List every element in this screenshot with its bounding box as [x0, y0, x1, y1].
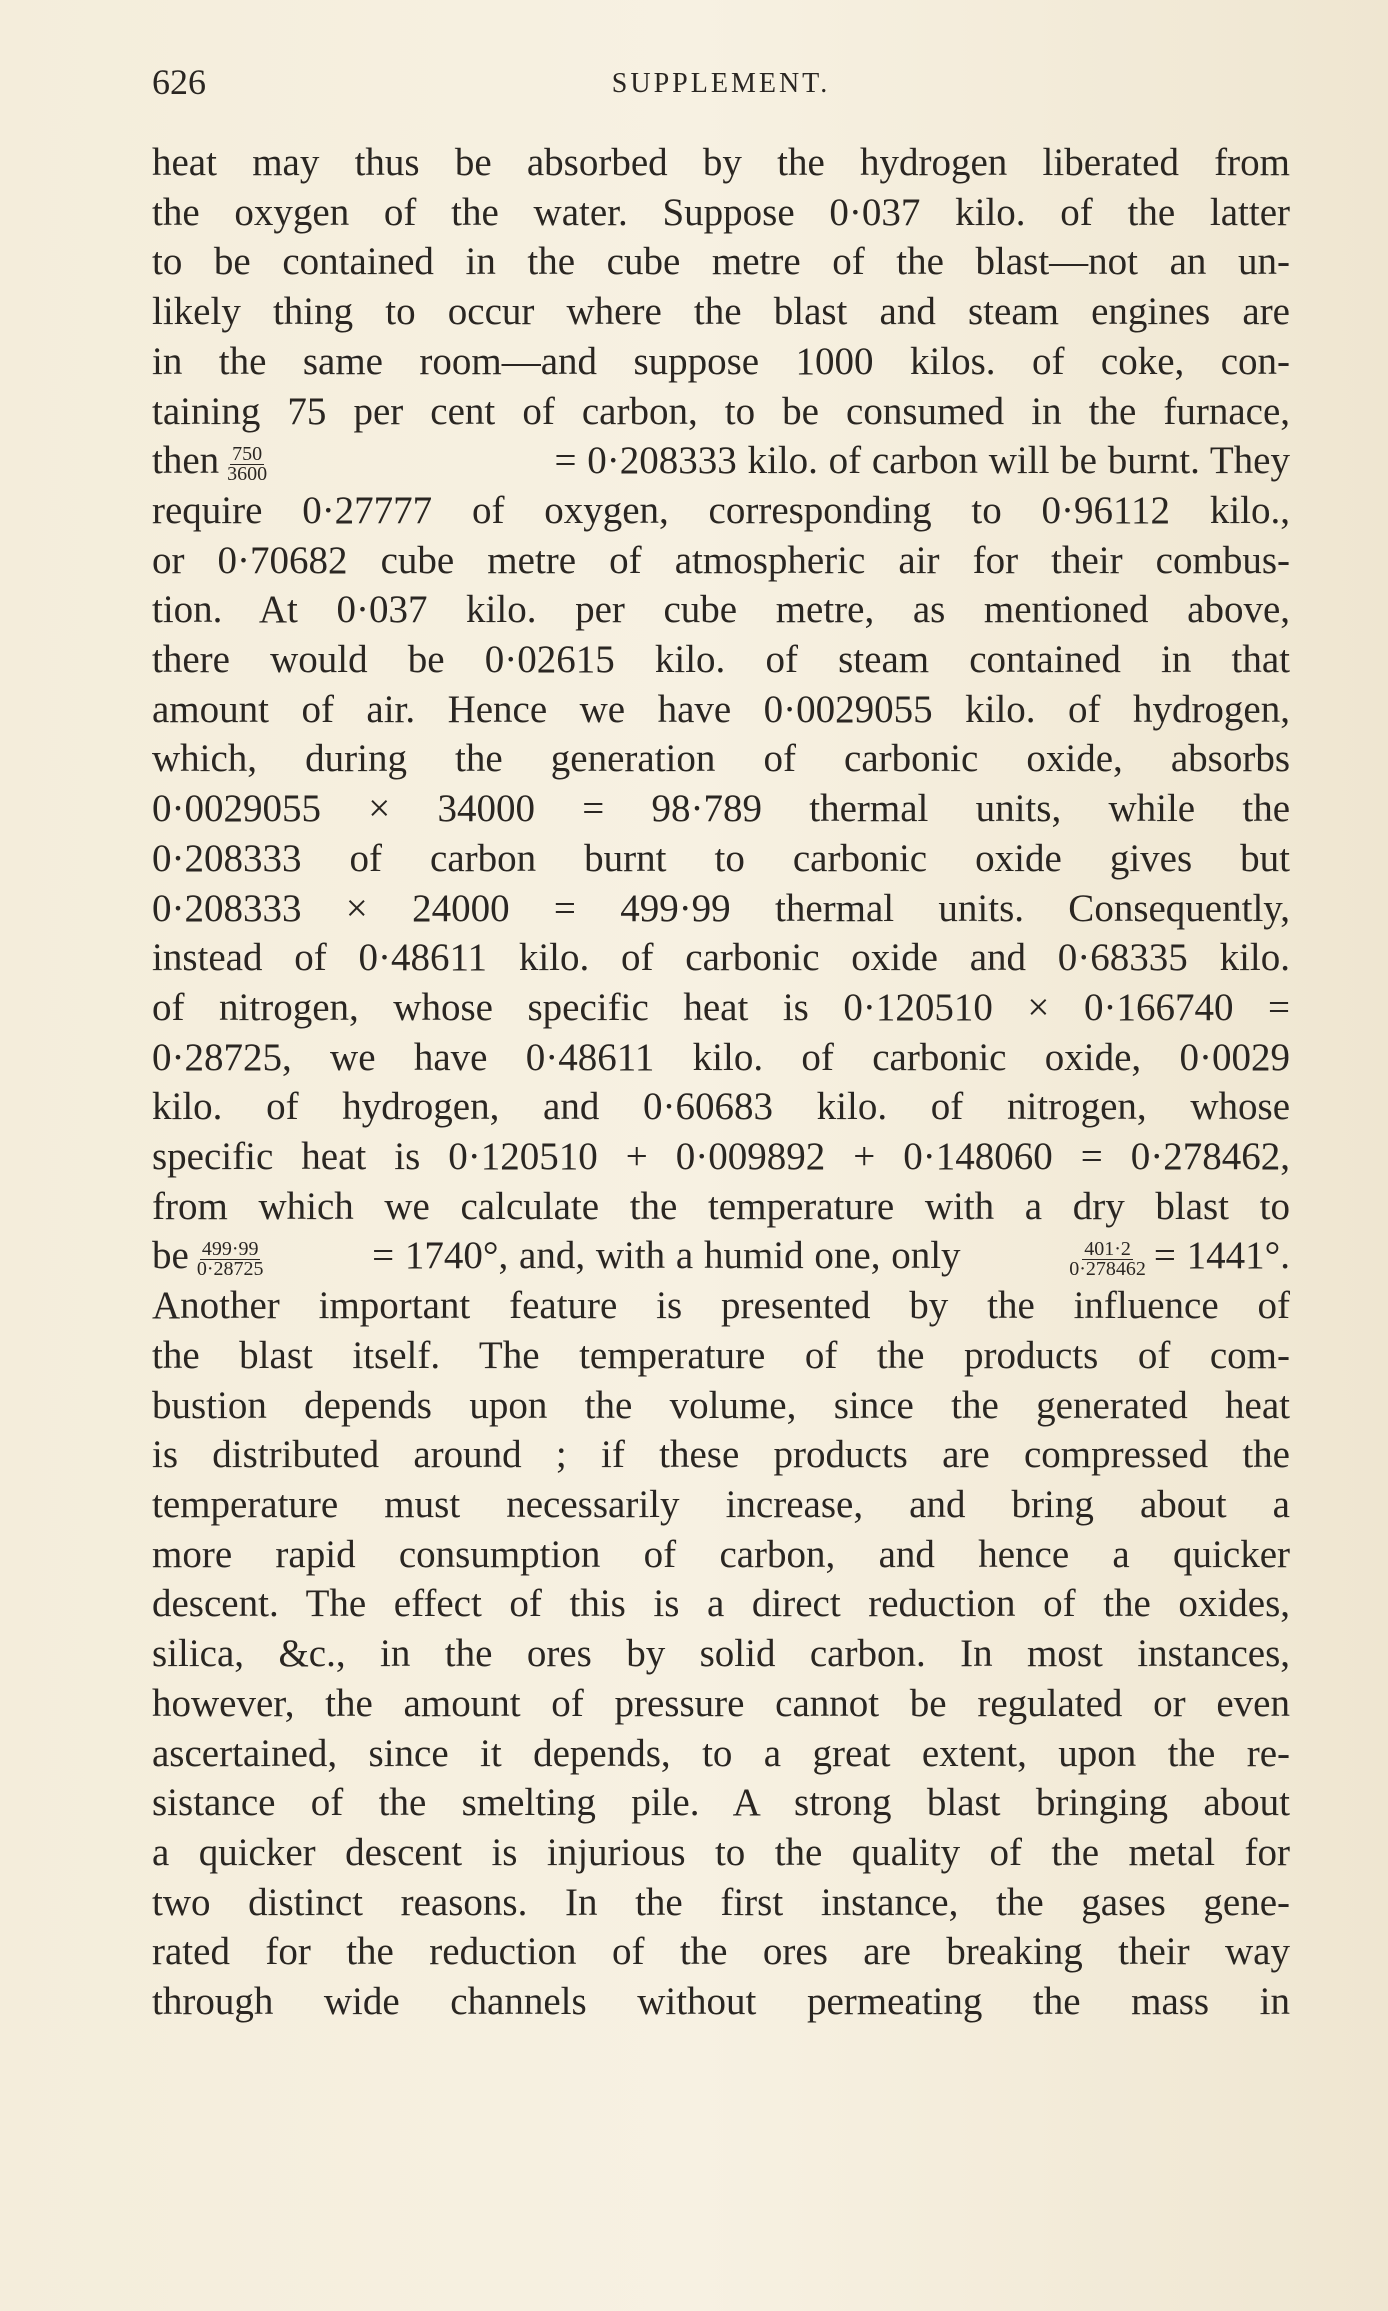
- text-line: is distributed around ; if these products are compressed the: [152, 1433, 1290, 1477]
- line-end: = 1441°.: [1153, 1234, 1290, 1278]
- text-line: two distinct reasons. In the first instance, the gases gene-: [152, 1880, 1290, 1924]
- text-line: the oxygen of the water. Suppose 0·037 kilo. of the latter: [152, 190, 1290, 234]
- fraction-numerator: 750: [232, 442, 263, 465]
- text-line: however, the amount of pressure cannot be regulated or even: [152, 1681, 1290, 1725]
- text-line: which, during the generation of carbonic oxide, absorbs: [152, 737, 1290, 781]
- text-line: rated for the reduction of the ores are breaking their way: [152, 1930, 1290, 1974]
- page-header: [152, 62, 1290, 102]
- fraction-denominator: 0·278462: [1069, 1258, 1146, 1281]
- line-rest: = 0·208333 kilo. of carbon will be burnt. They: [554, 439, 1290, 483]
- text-line: bustion depends upon the volume, since the generated heat: [152, 1383, 1290, 1427]
- text-line: the blast itself. The temperature of the products of com-: [152, 1333, 1290, 1377]
- text-line: instead of 0·48611 kilo. of carbonic oxide and 0·68335 kilo.: [152, 936, 1290, 980]
- text-line: 0·208333 × 24000 = 499·99 thermal units. Consequently,: [152, 886, 1290, 930]
- text-line: a quicker descent is injurious to the quality of the metal for: [152, 1830, 1290, 1874]
- text-line: sistance of the smelting pile. A strong blast bringing about: [152, 1781, 1290, 1825]
- fraction-numerator: 499·99: [201, 1238, 259, 1261]
- body-text: [152, 138, 1290, 2027]
- text-line: or 0·70682 cube metre of atmospheric air for their combus-: [152, 538, 1290, 582]
- line-start: then: [152, 439, 220, 483]
- text-line: of nitrogen, whose specific heat is 0·120510 × 0·166740 =: [152, 985, 1290, 1029]
- line-middle: = 1740°, and, with a humid one, only: [372, 1234, 961, 1278]
- text-line: heat may thus be absorbed by the hydrogen liberated from: [152, 141, 1290, 184]
- text-line: silica, &c., in the ores by solid carbon. In most instances,: [152, 1632, 1290, 1676]
- text-line: 0·0029055 × 34000 = 98·789 thermal units, while the: [152, 787, 1290, 831]
- text-line: [152, 436, 1290, 486]
- text-line: tion. At 0·037 kilo. per cube metre, as mentioned above,: [152, 588, 1290, 632]
- running-title: SUPPLEMENT.: [611, 68, 831, 99]
- text-line: more rapid consumption of carbon, and hence a quicker: [152, 1532, 1290, 1576]
- text-line: from which we calculate the temperature with a dry blast to: [152, 1184, 1290, 1228]
- line-start: be: [152, 1234, 189, 1278]
- page-number: 626: [152, 62, 206, 102]
- text-line: require 0·27777 of oxygen, corresponding to 0·96112 kilo.,: [152, 488, 1290, 532]
- text-line: ascertained, since it depends, to a great extent, upon the re-: [152, 1731, 1290, 1775]
- text-line: Another important feature is presented by the influence of: [152, 1284, 1290, 1328]
- text-line: [152, 1231, 1290, 1281]
- text-line: there would be 0·02615 kilo. of steam contained in that: [152, 638, 1290, 682]
- text-line: through wide channels without permeating the mass in: [152, 1980, 1290, 2024]
- fraction: [195, 1240, 266, 1279]
- fraction-denominator: 3600: [227, 462, 268, 485]
- text-line: kilo. of hydrogen, and 0·60683 kilo. of nitrogen, whose: [152, 1085, 1290, 1129]
- fraction: [1067, 1240, 1148, 1279]
- text-line: taining 75 per cent of carbon, to be consumed in the furnace,: [152, 389, 1290, 433]
- text-line: amount of air. Hence we have 0·0029055 kilo. of hydrogen,: [152, 687, 1290, 731]
- text-line: 0·28725, we have 0·48611 kilo. of carbonic oxide, 0·0029: [152, 1035, 1290, 1079]
- text-line: to be contained in the cube metre of the blast—not an un-: [152, 240, 1290, 284]
- text-line: in the same room—and suppose 1000 kilos. of coke, con-: [152, 339, 1290, 383]
- fraction: [225, 442, 269, 485]
- text-line: temperature must necessarily increase, and bring about a: [152, 1482, 1290, 1526]
- text-line: 0·208333 of carbon burnt to carbonic oxide gives but: [152, 836, 1290, 880]
- text-line: likely thing to occur where the blast and steam engines are: [152, 290, 1290, 334]
- text-line: descent. The effect of this is a direct reduction of the oxides,: [152, 1582, 1290, 1626]
- fraction-denominator: 0·28725: [196, 1258, 264, 1281]
- text-line: specific heat is 0·120510 + 0·009892 + 0·148060 = 0·278462,: [152, 1135, 1290, 1179]
- fraction-numerator: 401·2: [1084, 1238, 1131, 1261]
